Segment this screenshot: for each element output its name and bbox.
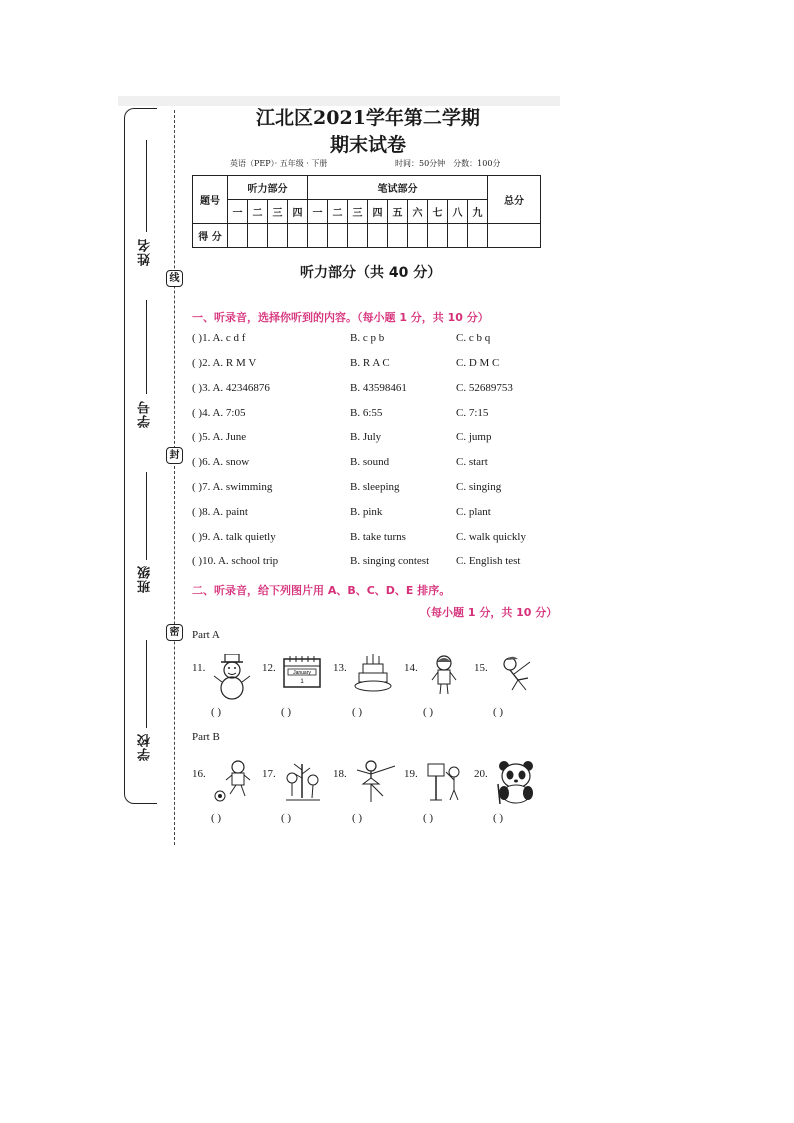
score-cell[interactable] [448, 224, 468, 248]
listening-section-title: 听力部分（共 40 分） [300, 265, 442, 281]
picture-item [192, 768, 258, 830]
written-header: 笔试部分 [308, 176, 488, 200]
exam-subject-meta: 英语（PEP）· 五年级 · 下册 [230, 159, 328, 168]
question-option-c: C. D M C [456, 357, 500, 369]
exam-subtitle: 期末试卷 [329, 134, 406, 156]
picture-number: 15. [474, 662, 488, 674]
score-cell[interactable] [428, 224, 448, 248]
total-header: 总分 [488, 176, 541, 224]
listening-header: 听力部分 [228, 176, 308, 200]
written-col: 六 [408, 200, 428, 224]
snowman-icon [212, 654, 252, 700]
answer-blank[interactable]: ( ) [211, 706, 222, 718]
question-option-b: B. 6:55 [350, 407, 383, 419]
score-cell[interactable] [308, 224, 328, 248]
score-cell[interactable] [408, 224, 428, 248]
school-fill-line [146, 640, 147, 728]
question-option-c: C. 7:15 [456, 407, 489, 419]
part-b-label: Part B [192, 731, 220, 743]
picture-item [404, 662, 470, 724]
answer-blank[interactable]: ( ) [352, 812, 363, 824]
picture-item [404, 768, 470, 830]
scan-top-band [118, 96, 560, 106]
question-row [192, 382, 552, 400]
score-cell[interactable] [288, 224, 308, 248]
exam-title: 江北区2021学年第二学期 [256, 107, 480, 129]
question-row [192, 407, 552, 425]
question-option-c: C. 52689753 [456, 382, 513, 394]
question-option-a[interactable]: ( )6. A. snow [192, 456, 250, 468]
picture-item [262, 662, 328, 724]
question-option-c: C. jump [456, 431, 492, 443]
question-option-b: B. take turns [350, 531, 406, 543]
written-col: 三 [348, 200, 368, 224]
picture-number: 11. [192, 662, 206, 674]
question-option-c: C. English test [456, 555, 521, 567]
name-fill-line [146, 140, 147, 232]
question-row [192, 555, 552, 573]
binding-label-student-id: 学号 [138, 400, 153, 428]
score-cell[interactable] [368, 224, 388, 248]
question-option-b: B. July [350, 431, 382, 443]
calendar-month: January [293, 670, 311, 676]
listening-col: 一 [228, 200, 248, 224]
part2-score: （每小题 1 分，共 10 分） [420, 606, 558, 619]
question-row [192, 531, 552, 549]
score-table [192, 175, 541, 248]
question-option-c: C. c b q [456, 332, 491, 344]
soccer-boy-icon [212, 760, 252, 804]
written-col: 七 [428, 200, 448, 224]
picture-item [192, 662, 258, 724]
picture-number: 12. [262, 662, 276, 674]
planting-tree-icon [282, 760, 322, 804]
question-option-b: B. R A C [350, 357, 390, 369]
question-option-b: B. pink [350, 506, 383, 518]
score-table-label-question: 题号 [193, 176, 228, 224]
question-option-c: C. walk quickly [456, 531, 526, 543]
score-table-label-score: 得 分 [193, 224, 228, 248]
question-option-c: C. singing [456, 481, 502, 493]
answer-blank[interactable]: ( ) [281, 812, 292, 824]
question-row [192, 456, 552, 474]
total-score-cell[interactable] [488, 224, 541, 248]
score-cell[interactable] [388, 224, 408, 248]
part-a-label: Part A [192, 629, 220, 641]
exercising-girl-icon [494, 654, 534, 694]
question-row [192, 431, 552, 449]
score-cell[interactable] [228, 224, 248, 248]
question-option-a[interactable]: ( )1. A. c d f [192, 332, 246, 344]
picture-item [474, 768, 540, 830]
picture-number: 16. [192, 768, 206, 780]
class-fill-line [146, 472, 147, 560]
question-option-a[interactable]: ( )5. A. June [192, 431, 247, 443]
question-option-b: B. sleeping [350, 481, 400, 493]
question-row [192, 506, 552, 524]
panda-icon [494, 760, 538, 804]
question-option-b: B. singing contest [350, 555, 430, 567]
picture-item [474, 662, 540, 724]
written-col: 四 [368, 200, 388, 224]
binding-bracket [124, 108, 157, 804]
answer-blank[interactable]: ( ) [493, 812, 504, 824]
seal-seal-mark: 封 [166, 447, 183, 464]
calendar-day: 1 [300, 679, 304, 685]
part2-heading: 二、听录音，给下列图片用 A、B、C、D、E 排序。 [192, 584, 451, 597]
binding-label-name: 姓名 [138, 238, 153, 266]
picture-number: 14. [404, 662, 418, 674]
written-col: 九 [468, 200, 488, 224]
question-option-c: C. plant [456, 506, 491, 518]
ballet-dancer-icon [353, 760, 399, 806]
picture-item [262, 768, 328, 830]
question-option-a[interactable]: ( )7. A. swimming [192, 481, 273, 493]
picture-item [333, 768, 399, 830]
exam-time-score-meta: 时间：50分钟 分数：100分 [395, 159, 501, 168]
picture-item [333, 662, 399, 724]
score-cell[interactable] [248, 224, 268, 248]
question-row [192, 357, 552, 375]
picture-number: 17. [262, 768, 276, 780]
question-option-b: B. sound [350, 456, 390, 468]
score-cell[interactable] [268, 224, 288, 248]
question-row [192, 481, 552, 499]
question-option-a[interactable]: ( )10. A. school trip [192, 555, 279, 567]
seal-line-mark: 线 [166, 270, 183, 287]
written-col: 八 [448, 200, 468, 224]
picture-number: 18. [333, 768, 347, 780]
answer-blank[interactable]: ( ) [211, 812, 222, 824]
score-cell[interactable] [328, 224, 348, 248]
answer-blank[interactable]: ( ) [423, 812, 434, 824]
student-id-fill-line [146, 300, 147, 394]
binding-dashed-line [174, 110, 175, 845]
listening-col: 四 [288, 200, 308, 224]
part1-heading: 一、听录音，选择你听到的内容。（每小题 1 分，共 10 分） [192, 311, 489, 324]
question-option-c: C. start [456, 456, 488, 468]
child-icon [424, 654, 464, 696]
score-cell[interactable] [468, 224, 488, 248]
written-col: 二 [328, 200, 348, 224]
basketball-hoop-icon [424, 760, 464, 804]
question-option-a[interactable]: ( )4. A. 7:05 [192, 407, 246, 419]
seal-secret-mark: 密 [166, 624, 183, 641]
question-option-a[interactable]: ( )2. A. R M V [192, 357, 257, 369]
binding-label-class: 班级 [138, 565, 153, 593]
picture-number: 20. [474, 768, 488, 780]
birthday-cake-icon [353, 654, 393, 694]
picture-number: 13. [333, 662, 347, 674]
answer-blank[interactable]: ( ) [281, 706, 292, 718]
question-option-a[interactable]: ( )3. A. 42346876 [192, 382, 270, 394]
question-option-a[interactable]: ( )9. A. talk quietly [192, 531, 276, 543]
answer-blank[interactable]: ( ) [352, 706, 363, 718]
question-option-a[interactable]: ( )8. A. paint [192, 506, 248, 518]
written-col: 一 [308, 200, 328, 224]
calendar-icon [282, 654, 322, 690]
listening-col: 三 [268, 200, 288, 224]
listening-col: 二 [248, 200, 268, 224]
question-option-b: B. 43598461 [350, 382, 407, 394]
answer-blank[interactable]: ( ) [423, 706, 434, 718]
score-cell[interactable] [348, 224, 368, 248]
written-col: 五 [388, 200, 408, 224]
question-option-b: B. c p b [350, 332, 385, 344]
answer-blank[interactable]: ( ) [493, 706, 504, 718]
question-row [192, 332, 552, 350]
picture-number: 19. [404, 768, 418, 780]
binding-label-school: 学校 [138, 733, 153, 761]
